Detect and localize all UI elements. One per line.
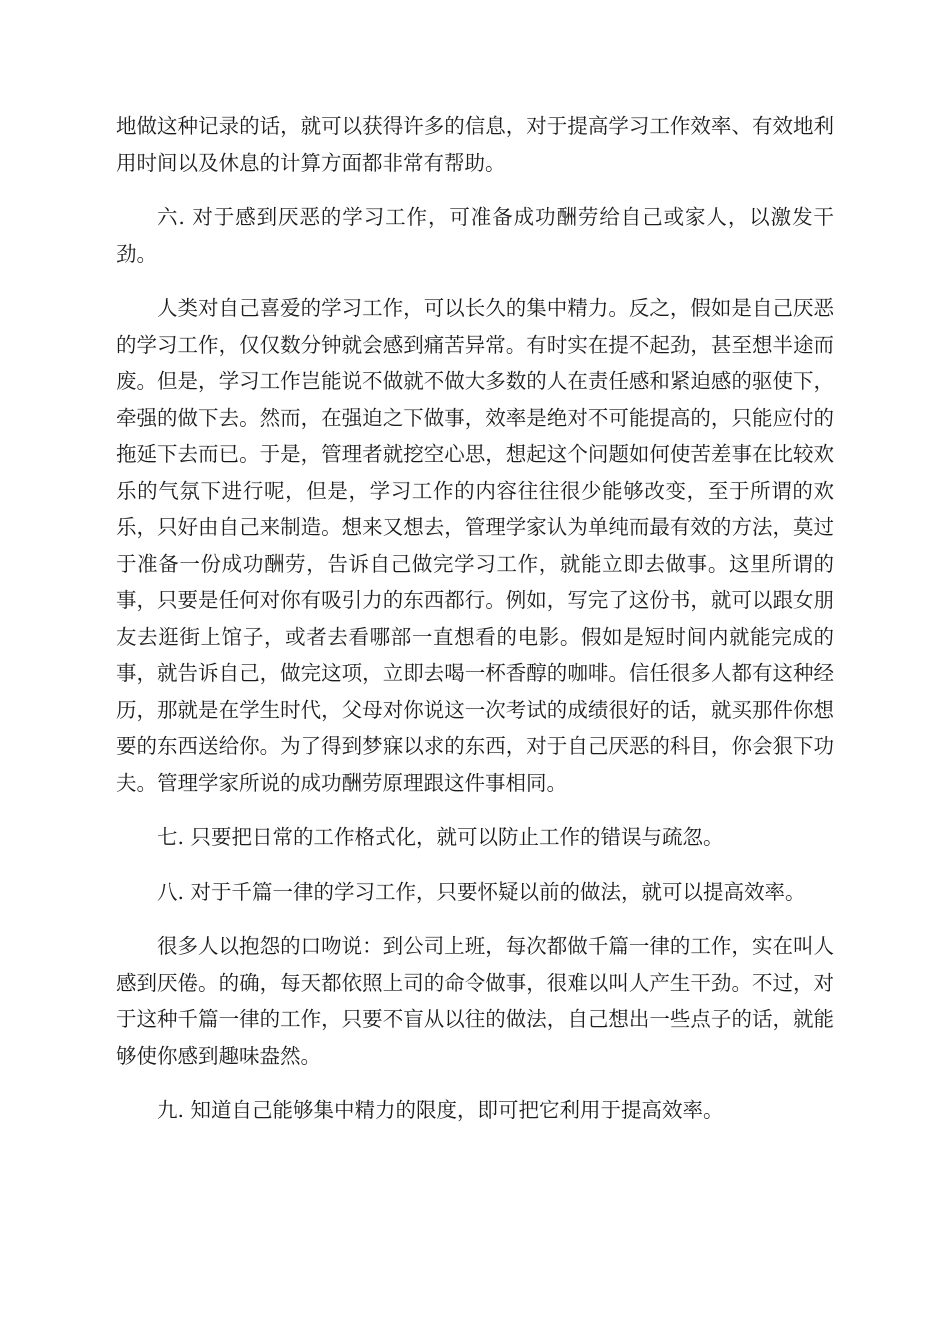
paragraph-routine-work: 很多人以抱怨的口吻说：到公司上班，每次都做千篇一律的工作，实在叫人感到厌倦。的确，每天都依照上司的命令做事，很难以叫人产生干劲。不过，对于这种千篇一律的工作，只要不盲从以往的做法，自己想出一些点子的话，就能够使你感到趣味盎然。 [116, 934, 834, 1068]
paragraph-point-eight: 八. 对于千篇一律的学习工作，只要怀疑以前的做法，就可以提高效率。 [157, 879, 806, 904]
paragraph-point-nine: 九. 知道自己能够集中精力的限度，即可把它利用于提高效率。 [157, 1098, 724, 1122]
paragraph-point-six: 六. 对于感到厌恶的学习工作，可准备成功酬劳给自己或家人，以激发干劲。 [116, 205, 834, 266]
paragraph-reward-explanation: 人类对自己喜爱的学习工作，可以长久的集中精力。反之，假如是自己厌恶的学习工作，仅仅数分钟就会感到痛苦异常。有时实在提不起劲，甚至想半途而废。但是，学习工作岂能说不做就不做大多数的人在责任感和紧迫感的驱使下，牵强的做下去。然而，在强迫之下做事，效率是绝对不可能提高的，只能应付的拖延下去而已。于是，管理者就挖空心思，想起这个问题如何使苦差事在比较欢乐的气氛下进行呢，但是，学习工作的内容往往很少能够改变，至于所谓的欢乐，只好由自己来制造。想来又想去，管理学家认为单纯而最有效的方法，莫过于准备一份成功酬劳，告诉自己做完学习工作，就能立即去做事。这里所谓的事，只要是任何对你有吸引力的东西都行。例如，写完了这份书，就可以跟女朋友去逛街上馆子，或者去看哪部一直想看的电影。假如是短时间内就能完成的事，就告诉自己，做完这项，立即去喝一杯香醇的咖啡。信任很多人都有这种经历，那就是在学生时代，父母对你说这一次考试的成绩很好的话，就买那件你想要的东西送给你。为了得到梦寐以求的东西，对于自己厌恶的科目，你会狠下功夫。管理学家所说的成功酬劳原理跟这件事相同。 [116, 296, 834, 795]
paragraph-point-seven: 七. 只要把日常的工作格式化，就可以防止工作的错误与疏忽。 [157, 825, 724, 849]
paragraph-continuation: 地做这种记录的话，就可以获得许多的信息，对于提高学习工作效率、有效地利用时间以及休息的计算方面都非常有帮助。 [116, 114, 834, 175]
document-body [116, 108, 834, 1147]
